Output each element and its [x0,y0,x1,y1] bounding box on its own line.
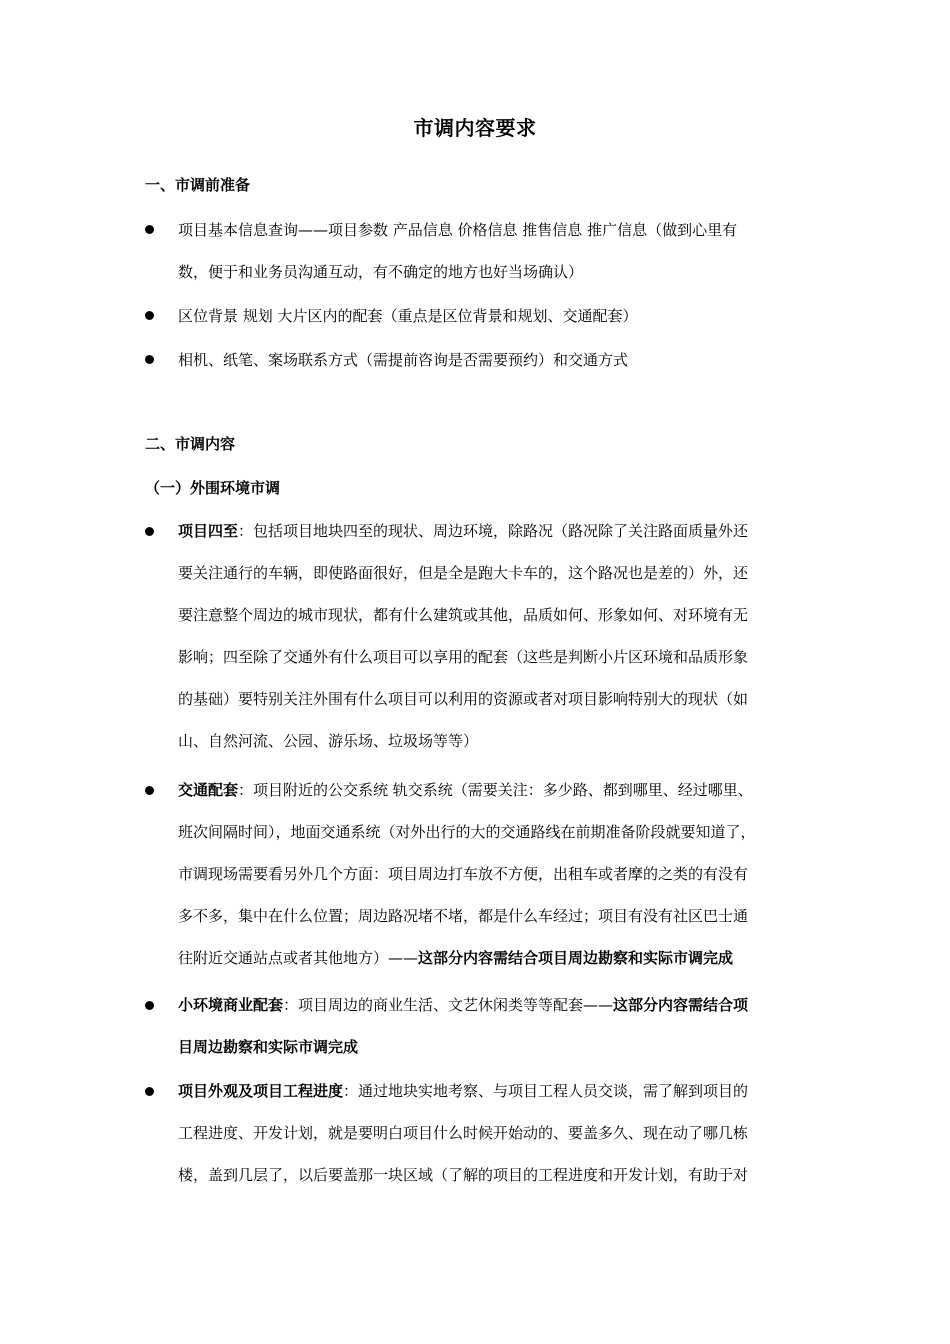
item-label: 交通配套 [178,781,239,799]
bullet-icon [145,225,154,234]
bullet-icon [145,355,154,364]
list-item-commercial: 小环境商业配套：项目周边的商业生活、文艺休闲类等等配套——这部分内容需结合项 目周边勘察和实际市调完成 [178,996,749,1056]
list-item-progress: 项目外观及项目工程进度：通过地块实地考察、与项目工程人员交谈，需了解到项目的 工程进度、开发计划，就是要明白项目什么时候开始动的、要盖多久、现在动了哪几栋 楼，盖到几层了，以后要盖那一块区域（了解的项目的工程进度和开发计划，有助于对 [178,1082,749,1184]
bullet-icon [145,311,154,320]
emphasis-text: 这部分内容需结合项目周边勘察和实际市调完成 [418,949,734,967]
list-item-transport: 交通配套：项目附近的公交系统 轨交系统（需要关注：多少路、都到哪里、经过哪里、 班次间隔时间），地面交通系统（对外出行的大的交通路线在前期准备阶段就要知道了， 市调现场需要看另外几个方面：项目周边打车放不方便，出租车或者摩的之类的有没有 多不多，集中在什么位置；周边路况堵不堵，都是什么车经过；项目有没有社区巴士通 往附近交通站点或者其他地方）——这部分内容需结合项目周边勘察和实际市调完成 [178,781,756,967]
list-item: 相机、纸笔、案场联系方式（需提前咨询是否需要预约）和交通方式 [178,351,629,369]
section-heading-preparation: 一、市调前准备 [145,176,251,194]
list-item: 项目基本信息查询——项目参数 产品信息 价格信息 推售信息 推广信息（做到心里有 数，便于和业务员沟通互动，有不确定的地方也好当场确认） [178,221,738,281]
item-label: 项目四至 [178,522,239,540]
bullet-icon [145,1001,154,1010]
emphasis-text: 这部分内容需结合项 [613,996,749,1014]
list-item-project-boundaries: 项目四至：包括项目地块四至的现状、周边环境，除路况（路况除了关注路面质量外还 要关注通行的车辆，即使路面很好，但是全是跑大卡车的，这个路况也是差的）外，还 要注意整个周边的城市现状，都有什么建筑或其他，品质如何、形象如何、对环境有无 影响；四至除了交通外有什么项目可以享用的配套（这些是判断小片区环境和品质形象 的基础）要特别关注外围有什么项目可以利用的资源或者对项目影响特别大的现状（如 山、自然河流、公园、游乐场、垃圾场等等） [178,522,749,750]
bullet-icon [145,786,154,795]
list-item: 区位背景 规划 大片区内的配套（重点是区位背景和规划、交通配套） [178,307,638,325]
bullet-icon [145,527,154,536]
bullet-icon [145,1087,154,1096]
page-title: 市调内容要求 [413,116,537,140]
item-label: 项目外观及项目工程进度 [178,1082,344,1100]
item-label: 小环境商业配套 [178,996,284,1014]
subsection-heading: （一）外围环境市调 [145,479,281,497]
emphasis-text: 目周边勘察和实际市调完成 [178,1038,359,1056]
section-heading-content: 二、市调内容 [145,435,236,453]
